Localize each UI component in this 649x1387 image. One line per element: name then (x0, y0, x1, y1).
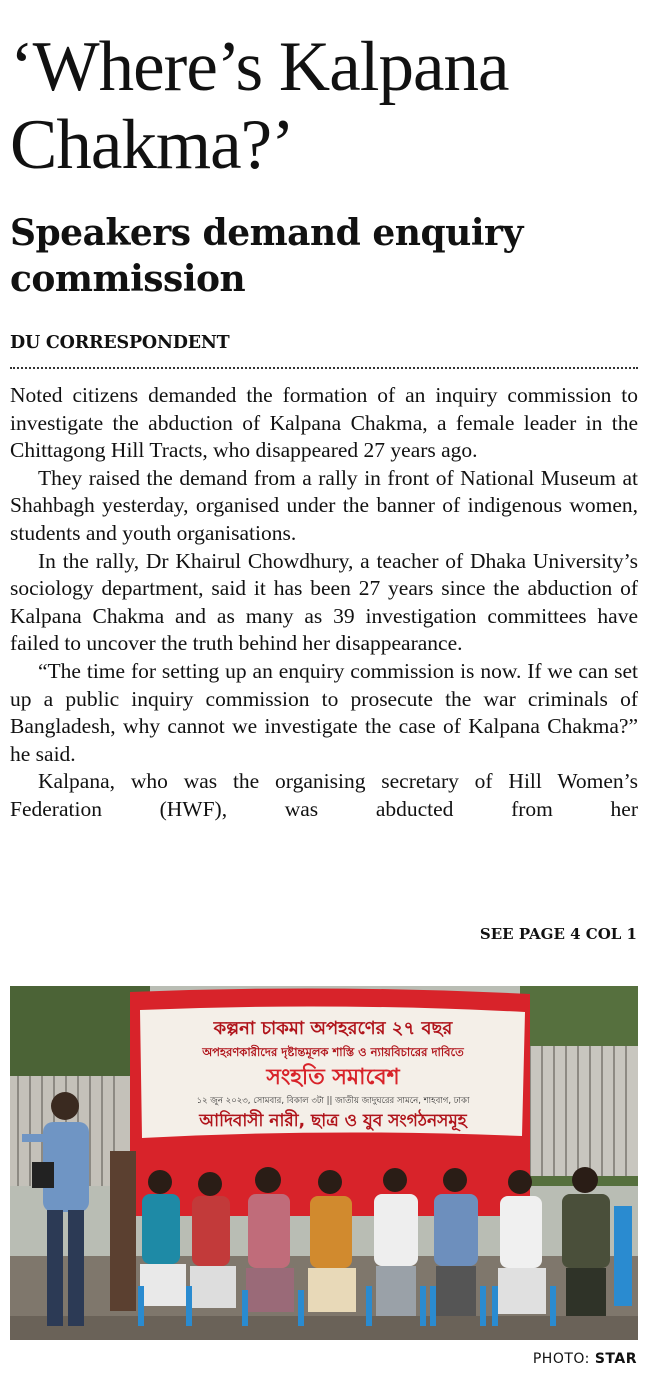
rally-photo (10, 986, 638, 1340)
banner-line-3: সংহতি সমাবেশ (266, 1065, 400, 1090)
banner-line-4: ১২ জুন ২০২৩, সোমবার, বিকাল ৩টা || জাতীয় জাদুঘরের সামনে, শাহবাগ, ঢাকা (196, 1096, 470, 1106)
paragraph-3: In the rally, Dr Khairul Chowdhury, a teacher of Dhaka University’s sociology department, said it has been 27 years since the abduction of Kalpana Chakma and as many as 39 investigation committees have failed to uncover the truth behind her disappearance. (10, 548, 638, 656)
banner-line-2: অপহরণকারীদের দৃষ্টান্তমূলক শাস্তি ও ন্যায়বিচারের দাবিতে (202, 1045, 464, 1059)
banner-line-1: কল্পনা চাকমা অপহরণের ২৭ বছর (213, 1018, 453, 1039)
paragraph-5: Kalpana, who was the organising secretary of Hill Women’s Federation (HWF), was abducted from her (10, 769, 638, 821)
article-body (10, 382, 638, 824)
photo-credit-label: PHOTO: (532, 1351, 590, 1367)
headline: ‘Where’s Kalpana Chakma?’ (10, 28, 509, 184)
paragraph-4: “The time for setting up an enquiry commission is now. If we can set up a public inquiry commission to prosecute the war criminals of Bangladesh, why cannot we investigate the case of Kalpana Chakma?” he said. (10, 658, 638, 766)
continued-jump: SEE PAGE 4 COL 1 (479, 925, 637, 943)
byline-divider (10, 367, 638, 369)
paragraph-1: Noted citizens demanded the formation of an inquiry commission to investigate the abduction of Kalpana Chakma, a female leader in the Chittagong Hill Tracts, who disappeared 27 years ago. (10, 383, 638, 463)
paragraph-2: They raised the demand from a rally in front of National Museum at Shahbagh yesterday, organised under the banner of indigenous women, students and youth organisations. (10, 465, 638, 545)
photo-credit-source: STAR (594, 1351, 637, 1367)
byline: DU CORRESPONDENT (10, 333, 230, 353)
rally-photo-illustration (10, 986, 638, 1340)
subheadline: Speakers demand enquiry commission (10, 212, 523, 300)
photo-credit (533, 1351, 637, 1367)
banner-line-5: আদিবাসী নারী, ছাত্র ও যুব সংগঠনসমূহ (199, 1111, 467, 1131)
